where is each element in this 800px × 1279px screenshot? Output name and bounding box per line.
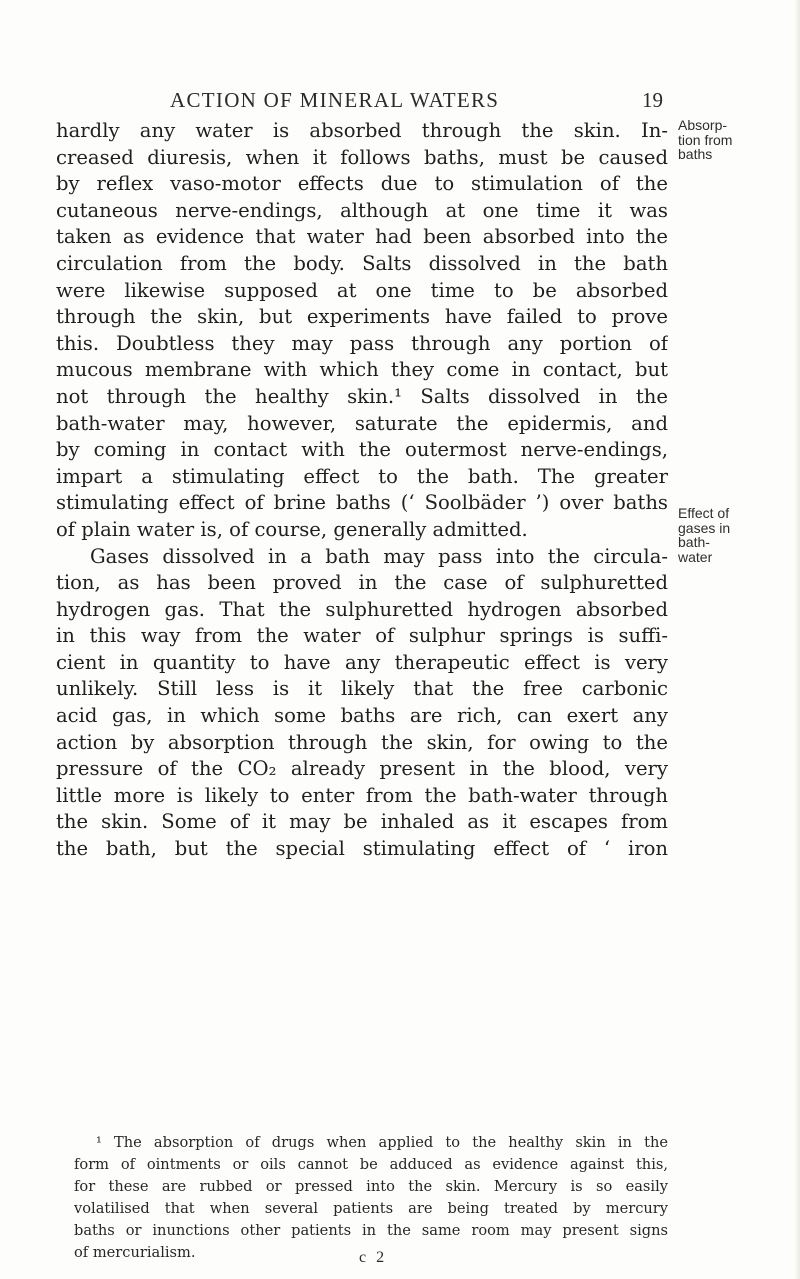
footnote-line: for these are rubbed or pressed into the skin. Mercury is so easily <box>74 1178 668 1195</box>
running-title: ACTION OF MINERAL WATERS <box>170 88 500 112</box>
side-note-line: water <box>678 548 713 565</box>
body-line: circulation from the body. Salts dissolved in the bath <box>56 251 668 275</box>
body-line: in this way from the water of sulphur springs is suffi- <box>56 624 668 648</box>
page-header <box>0 88 800 112</box>
body-line: cutaneous nerve-endings, although at one time it was <box>56 198 668 222</box>
body-line: hydrogen gas. That the sulphuretted hydrogen absorbed <box>56 597 668 621</box>
body-line: acid gas, in which some baths are rich, can exert any <box>56 704 668 728</box>
body-line: through the skin, but experiments have failed to prove <box>56 305 668 329</box>
body-line: impart a stimulating effect to the bath. The greater <box>56 464 668 488</box>
body-line: mucous membrane with which they come in contact, but <box>56 358 668 382</box>
page-edge-shadow <box>794 0 800 1279</box>
side-note-line: gases in <box>678 519 731 536</box>
body-line: the bath, but the special stimulating effect of ‘ iron <box>56 837 668 861</box>
side-note-line: Absorp- <box>678 117 728 133</box>
page-number: 19 <box>642 88 663 112</box>
footnote-line: form of ointments or oils cannot be adduced as evidence against this, <box>74 1156 668 1173</box>
body-line: by reflex vaso-motor effects due to stimulation of the <box>56 172 668 196</box>
body-line: taken as evidence that water had been absorbed into the <box>56 225 668 249</box>
side-note-line: Effect of <box>678 505 730 521</box>
body-line: hardly any water is absorbed through the skin. In- <box>56 119 668 142</box>
side-note-absorption <box>678 118 796 162</box>
footnote-line: volatilised that when several patients are being treated by mercury <box>74 1200 668 1217</box>
body-line: the skin. Some of it may be inhaled as it escapes from <box>56 810 668 834</box>
side-note-line: tion from <box>678 131 733 148</box>
body-line: were likewise supposed at one time to be absorbed <box>56 278 668 302</box>
side-note-line: bath- <box>678 534 710 550</box>
body-line: tion, as has been proved in the case of sulphuretted <box>56 571 668 595</box>
body-line: creased diuresis, when it follows baths, must be caused <box>56 145 668 169</box>
signature-mark: c 2 <box>359 1249 388 1266</box>
body-text <box>56 118 668 863</box>
side-note-gases <box>678 506 796 564</box>
body-line: of plain water is, of course, generally admitted. <box>56 517 528 541</box>
body-line: by coming in contact with the outermost nerve-endings, <box>56 438 668 462</box>
footnote <box>74 1132 668 1264</box>
body-line: cient in quantity to have any therapeutic effect is very <box>56 650 668 674</box>
body-line: pressure of the CO₂ already present in the blood, very <box>56 757 668 781</box>
footnote-line: baths or inunctions other patients in the same room may present signs <box>74 1222 668 1239</box>
footnote-line: ¹ The absorption of drugs when applied to the healthy skin in the <box>96 1134 668 1151</box>
body-line: not through the healthy skin.¹ Salts dissolved in the <box>56 384 668 408</box>
side-note-line: baths <box>678 146 713 162</box>
footnote-line: of mercurialism. <box>74 1244 196 1261</box>
body-line: action by absorption through the skin, for owing to the <box>56 730 668 754</box>
body-line: this. Doubtless they may pass through any portion of <box>56 331 668 355</box>
body-line: little more is likely to enter from the bath-water through <box>56 783 668 807</box>
body-line: stimulating effect of brine baths (‘ Soolbäder ’) over baths <box>56 491 668 515</box>
body-line: unlikely. Still less is it likely that the free carbonic <box>56 677 668 701</box>
body-line: bath-water may, however, saturate the epidermis, and <box>56 411 668 435</box>
body-line: Gases dissolved in a bath may pass into the circula- <box>90 544 668 568</box>
